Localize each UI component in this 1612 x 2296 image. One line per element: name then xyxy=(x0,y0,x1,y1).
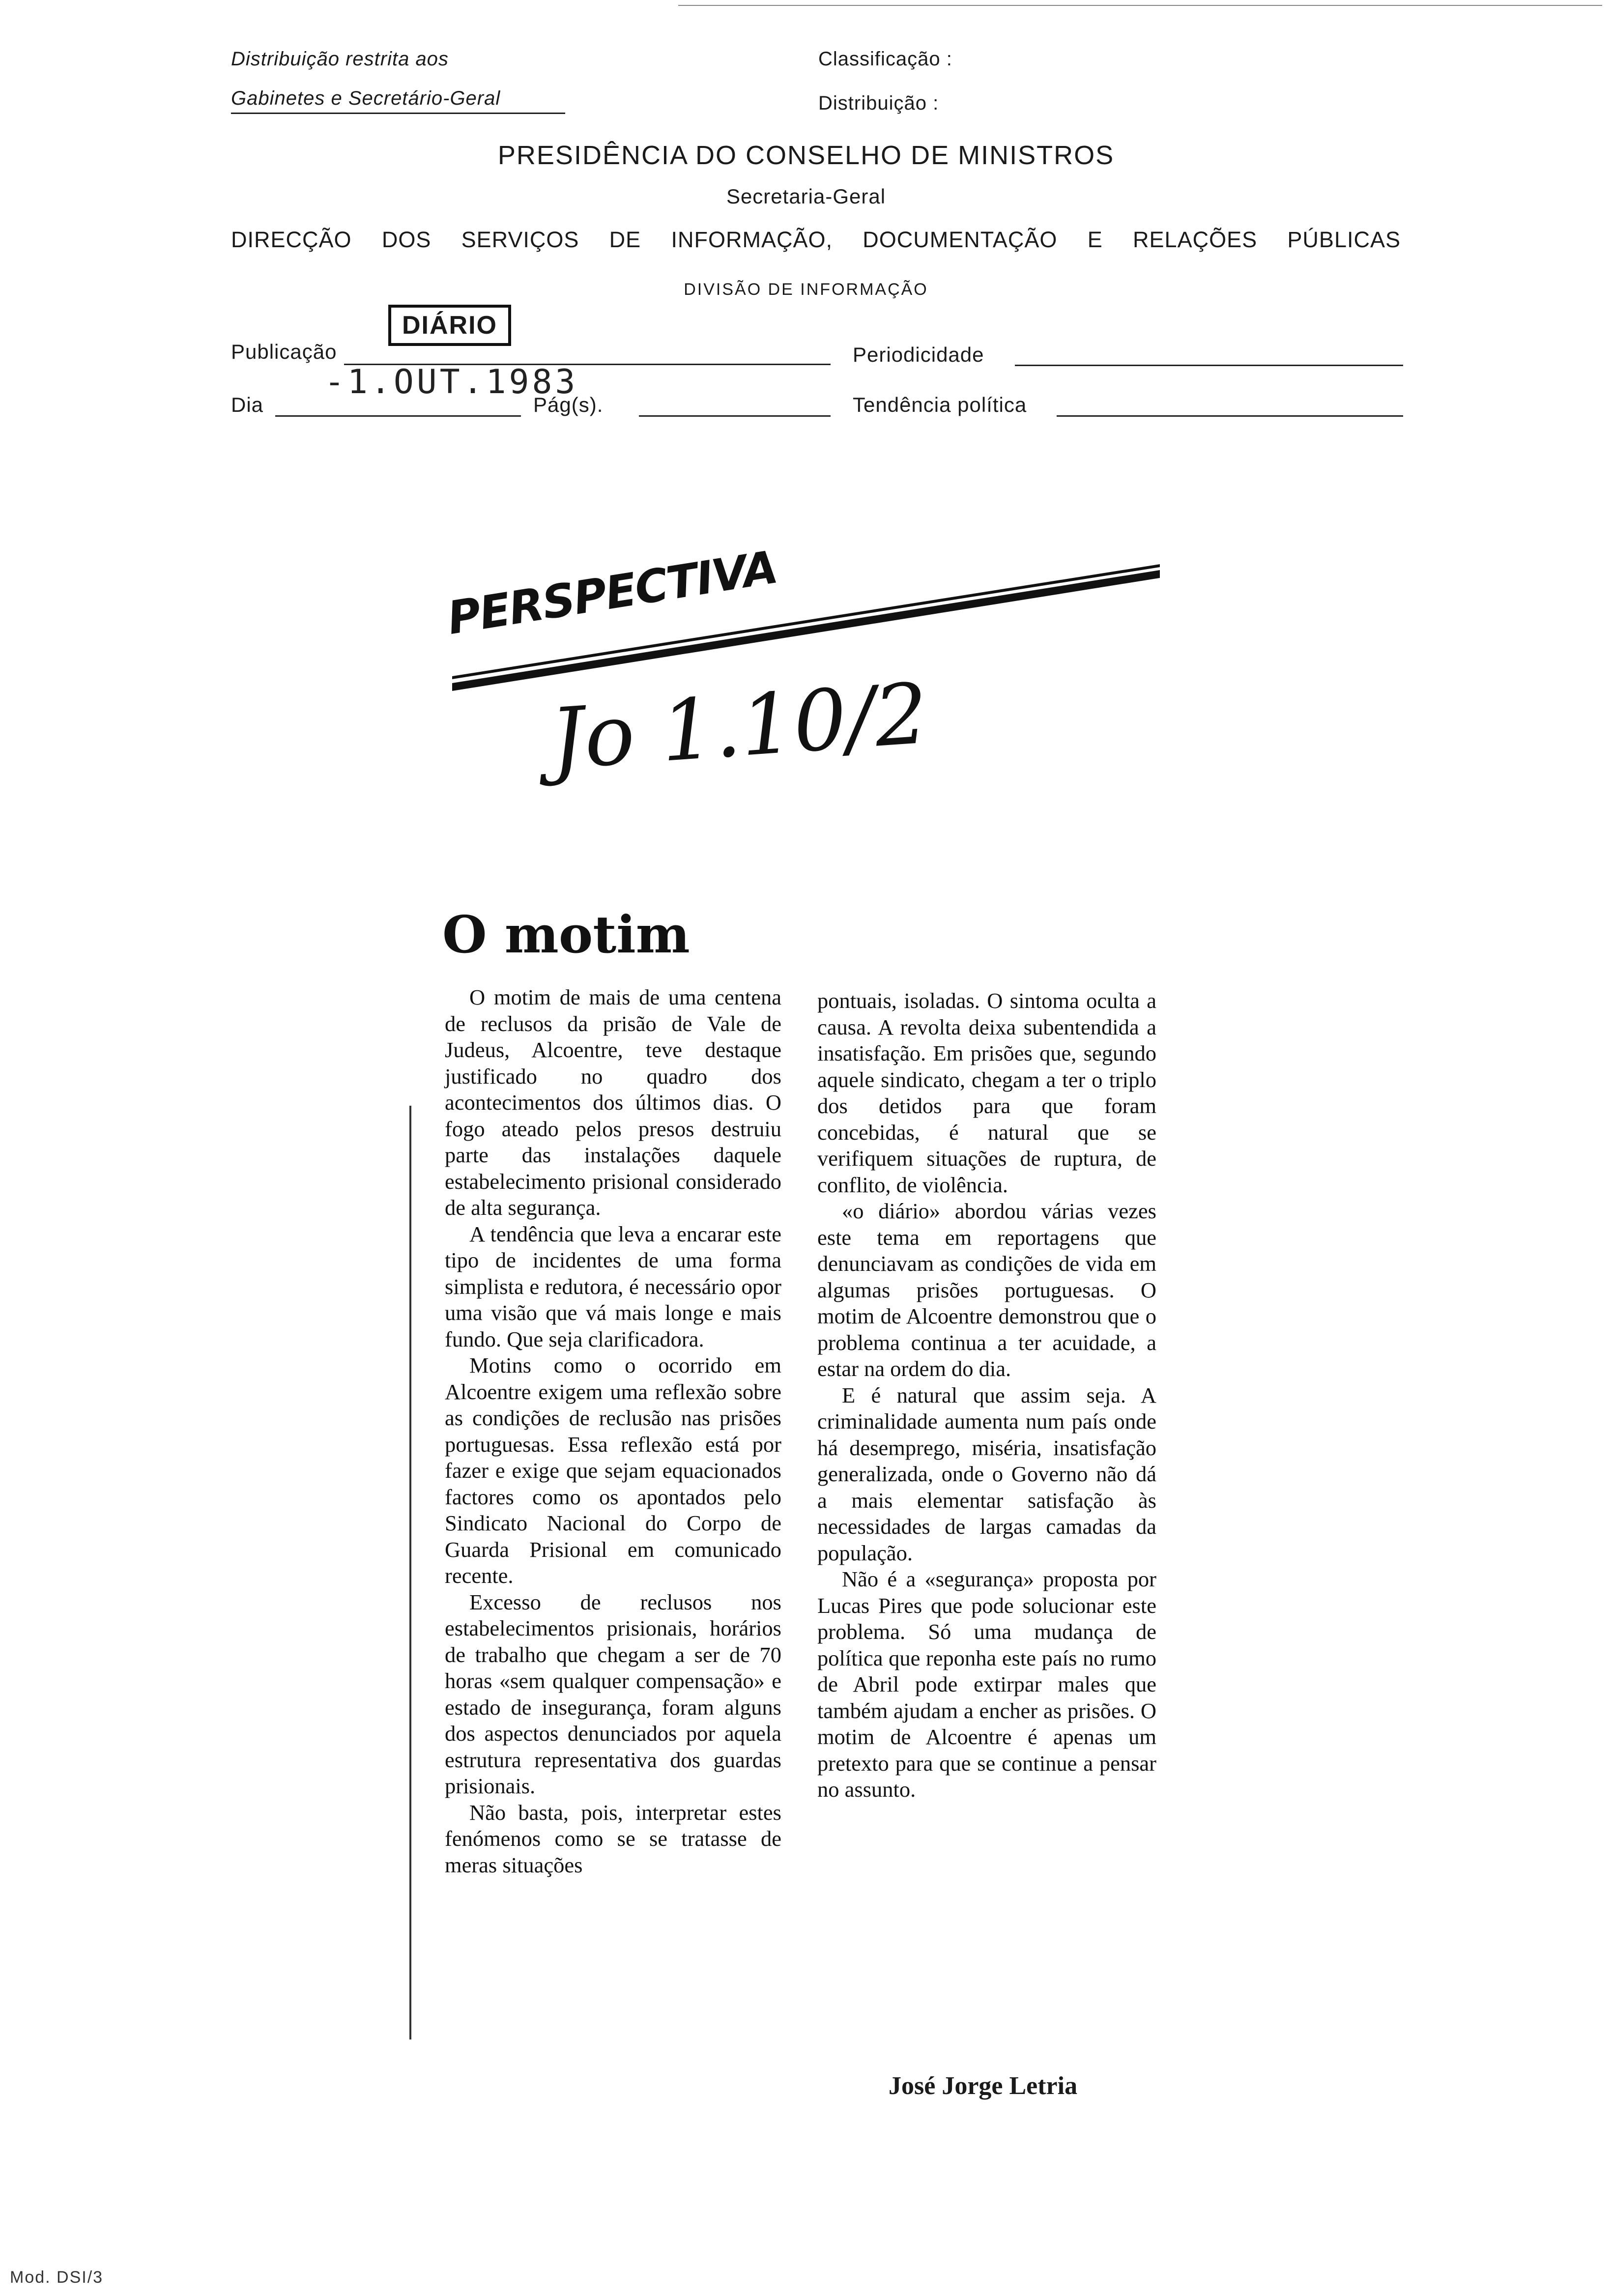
political-tendency-field-line xyxy=(1057,415,1403,417)
secretariat-subtitle: Secretaria-Geral xyxy=(726,185,886,208)
left-paragraph-5: Não basta, pois, interpretar estes fenómenos como se se tratasse de meras situações xyxy=(445,1800,781,1877)
left-paragraph-2: A tendência que leva a encarar este tipo de incidentes de uma forma simplista e redutora, é necessário opor uma visão que vá mais longe e mais fundo. Que seja clarificadora. xyxy=(445,1221,781,1351)
distribution-label: Distribuição : xyxy=(818,92,939,114)
form-code: Mod. DSI/3 xyxy=(10,2268,104,2287)
periodicity-field-line xyxy=(1015,365,1403,366)
distribution-restricted-line1: Distribuição restrita aos xyxy=(231,48,449,70)
article-headline: O motim xyxy=(442,904,690,965)
institution-title: PRESIDÊNCIA DO CONSELHO DE MINISTROS xyxy=(497,141,1115,170)
right-paragraph-3: E é natural que assim seja. A criminalidade aumenta num país onde há desemprego, miséria, insatisfação generalizada, onde o Governo não dá a mais elementar satisfação às necessidades de largas camadas da população. xyxy=(817,1382,1156,1565)
day-label: Dia xyxy=(231,393,264,416)
left-paragraph-1: O motim de mais de uma centena de reclusos da prisão de Vale de Judeus, Alcoentre, teve destaque justificado no quadro dos acontecimentos dos últimos dias. O fogo ateado pelos presos destruiu parte das instalações daquele estabelecimento prisional considerado de alta segurança. xyxy=(445,985,781,1220)
date-stamp: -1.OUT.1983 xyxy=(324,363,578,402)
right-paragraph-1: pontuais, isoladas. O sintoma oculta a causa. A revolta deixa subentendida a insatisfação. Em prisões que, segundo aquele sindicato, chegam a ter o triplo dos detidos para que foram concebidas, é natural que se verifiquem situações de ruptura, de conflito, de violência. xyxy=(817,988,1156,1197)
political-tendency-label: Tendência política xyxy=(853,393,1027,416)
day-field-line xyxy=(275,415,521,417)
article-byline: José Jorge Letria xyxy=(889,2072,1078,2100)
distribution-restricted-line2: Gabinetes e Secretário-Geral xyxy=(231,87,565,114)
article-left-column xyxy=(445,984,781,1878)
classification-label: Classificação : xyxy=(818,48,952,70)
pages-field-line xyxy=(639,415,831,417)
pages-label: Pág(s). xyxy=(533,393,604,416)
article-right-column xyxy=(817,988,1156,1803)
division-subtitle: DIVISÃO DE INFORMAÇÃO xyxy=(684,280,928,299)
periodicity-label: Periodicidade xyxy=(853,343,984,366)
handwritten-note: Jo 1.10/2 xyxy=(547,665,931,789)
top-border-line xyxy=(678,5,1602,6)
section-label: PERSPECTIVA xyxy=(444,541,780,645)
publication-stamp: DIÁRIO xyxy=(388,305,511,346)
left-paragraph-3: Motins como o ocorrido em Alcoentre exigem uma reflexão sobre as condições de reclusão nas prisões portuguesas. Essa reflexão está por fazer e exige que sejam equacionados factores como os apontados pelo Sindicato Nacional do Corpo de Guarda Prisional em comunicado recente. xyxy=(445,1353,781,1588)
publication-label: Publicação xyxy=(231,340,337,363)
right-paragraph-2: «o diário» abordou várias vezes este tema em reportagens que denunciavam as condições de vida em algumas prisões portuguesas. O motim de Alcoentre demonstrou que o problema continua a ter acuidade, a estar na ordem do dia. xyxy=(817,1199,1156,1381)
left-paragraph-4: Excesso de reclusos nos estabelecimentos prisionais, horários de trabalho que chegam a ser de 70 horas «sem qualquer compensação» e estado de insegurança, foram alguns dos aspectos denunciados por aquela estrutura representativa dos guardas prisionais. xyxy=(445,1589,781,1798)
directorate-title: DIRECÇÃO DOS SERVIÇOS DE INFORMAÇÃO, DOCUMENTAÇÃO E RELAÇÕES PÚBLICAS xyxy=(231,227,1401,252)
right-paragraph-4: Não é a «segurança» proposta por Lucas Pires que pode solucionar este problema. Só uma mudança de política que reponha este país no rumo de Abril pode extirpar males que também ajudam a encher as prisões. O motim de Alcoentre é apenas um pretexto para que se continue a pensar no assunto. xyxy=(817,1567,1156,1802)
margin-mark-line xyxy=(409,1106,411,2039)
